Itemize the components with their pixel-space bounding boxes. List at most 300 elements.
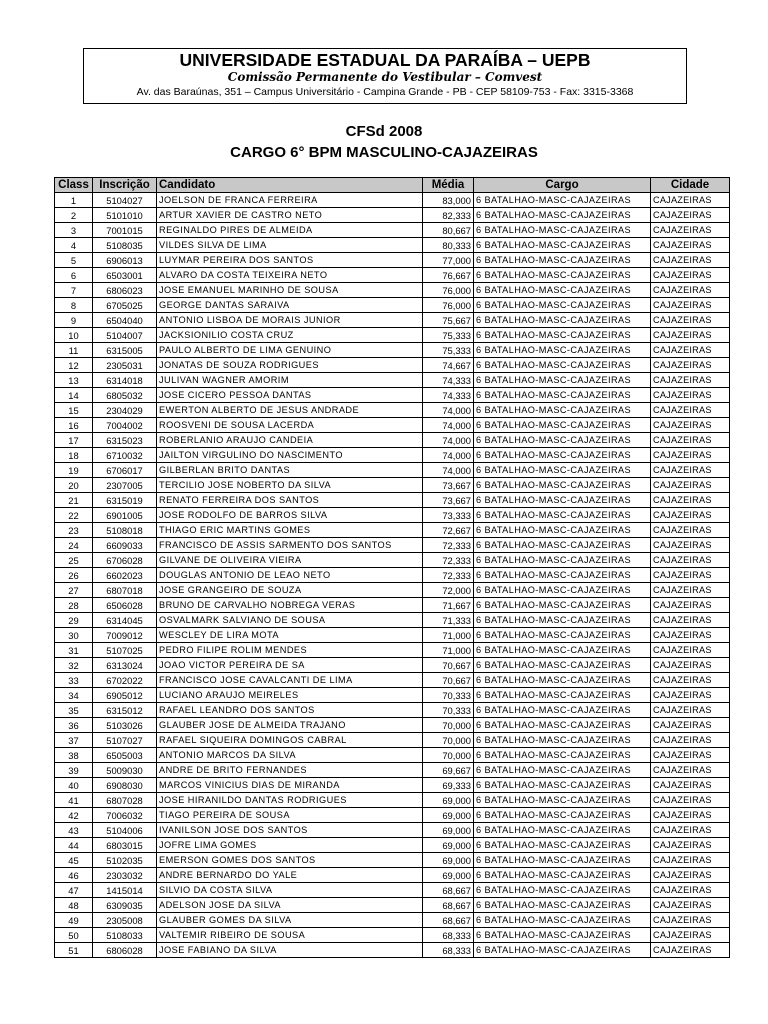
cell-media: 70,667 <box>423 673 474 688</box>
cell-inscricao: 6807028 <box>93 793 157 808</box>
cell-inscricao: 7004002 <box>93 418 157 433</box>
cell-cargo: 6 BATALHAO-MASC-CAJAZEIRAS <box>474 658 651 673</box>
cell-inscricao: 6806028 <box>93 943 157 958</box>
cell-cargo: 6 BATALHAO-MASC-CAJAZEIRAS <box>474 433 651 448</box>
cell-media: 74,000 <box>423 448 474 463</box>
cell-class: 35 <box>55 703 93 718</box>
table-row <box>55 223 730 238</box>
cell-cargo: 6 BATALHAO-MASC-CAJAZEIRAS <box>474 568 651 583</box>
cell-cargo: 6 BATALHAO-MASC-CAJAZEIRAS <box>474 913 651 928</box>
cell-media: 74,000 <box>423 418 474 433</box>
cell-cargo: 6 BATALHAO-MASC-CAJAZEIRAS <box>474 613 651 628</box>
cell-class: 2 <box>55 208 93 223</box>
table-row <box>55 343 730 358</box>
cell-cidade: CAJAZEIRAS <box>651 553 730 568</box>
cell-candidato: JOFRE LIMA GOMES <box>157 838 423 853</box>
cell-candidato: SILVIO DA COSTA SILVA <box>157 883 423 898</box>
cell-class: 3 <box>55 223 93 238</box>
commission-name: Comissão Permanente do Vestibular – Comvest <box>227 70 543 84</box>
cell-media: 71,000 <box>423 628 474 643</box>
cell-cidade: CAJAZEIRAS <box>651 793 730 808</box>
cell-class: 15 <box>55 403 93 418</box>
cell-cidade: CAJAZEIRAS <box>651 673 730 688</box>
cell-class: 26 <box>55 568 93 583</box>
cell-media: 71,333 <box>423 613 474 628</box>
cell-candidato: TERCILIO JOSE NOBERTO DA SILVA <box>157 478 423 493</box>
cell-inscricao: 6609033 <box>93 538 157 553</box>
cell-class: 29 <box>55 613 93 628</box>
table-body <box>55 193 730 958</box>
cell-media: 75,667 <box>423 313 474 328</box>
cell-media: 74,333 <box>423 373 474 388</box>
cell-cidade: CAJAZEIRAS <box>651 313 730 328</box>
cell-inscricao: 6901005 <box>93 508 157 523</box>
cell-media: 69,000 <box>423 823 474 838</box>
cell-candidato: JOAO VICTOR PEREIRA DE SA <box>157 658 423 673</box>
table-row <box>55 763 730 778</box>
results-table <box>54 177 730 958</box>
cell-inscricao: 6706028 <box>93 553 157 568</box>
table-row <box>55 553 730 568</box>
table-row <box>55 388 730 403</box>
cell-media: 70,333 <box>423 703 474 718</box>
cell-cargo: 6 BATALHAO-MASC-CAJAZEIRAS <box>474 703 651 718</box>
cell-candidato: RAFAEL LEANDRO DOS SANTOS <box>157 703 423 718</box>
cell-inscricao: 6905012 <box>93 688 157 703</box>
cell-cidade: CAJAZEIRAS <box>651 433 730 448</box>
table-row <box>55 613 730 628</box>
cell-media: 70,000 <box>423 718 474 733</box>
cell-cidade: CAJAZEIRAS <box>651 568 730 583</box>
cell-candidato: JOSE HIRANILDO DANTAS RODRIGUES <box>157 793 423 808</box>
cell-inscricao: 5108018 <box>93 523 157 538</box>
cell-media: 73,667 <box>423 478 474 493</box>
cell-inscricao: 7001015 <box>93 223 157 238</box>
cell-cidade: CAJAZEIRAS <box>651 538 730 553</box>
cell-cidade: CAJAZEIRAS <box>651 493 730 508</box>
cell-cidade: CAJAZEIRAS <box>651 718 730 733</box>
cell-candidato: JONATAS DE SOUZA RODRIGUES <box>157 358 423 373</box>
cell-cidade: CAJAZEIRAS <box>651 388 730 403</box>
table-row <box>55 538 730 553</box>
cell-candidato: JAILTON VIRGULINO DO NASCIMENTO <box>157 448 423 463</box>
cell-inscricao: 5107025 <box>93 643 157 658</box>
cell-inscricao: 6702022 <box>93 673 157 688</box>
cell-media: 73,333 <box>423 508 474 523</box>
cell-cargo: 6 BATALHAO-MASC-CAJAZEIRAS <box>474 793 651 808</box>
cell-media: 68,667 <box>423 898 474 913</box>
cell-class: 34 <box>55 688 93 703</box>
table-row <box>55 733 730 748</box>
cell-inscricao: 2305031 <box>93 358 157 373</box>
cell-cidade: CAJAZEIRAS <box>651 253 730 268</box>
cell-media: 69,000 <box>423 793 474 808</box>
cell-candidato: GILVANE DE OLIVEIRA VIEIRA <box>157 553 423 568</box>
cell-inscricao: 5107027 <box>93 733 157 748</box>
cell-cargo: 6 BATALHAO-MASC-CAJAZEIRAS <box>474 853 651 868</box>
cell-media: 69,000 <box>423 808 474 823</box>
cell-candidato: REGINALDO PIRES DE ALMEIDA <box>157 223 423 238</box>
cell-cargo: 6 BATALHAO-MASC-CAJAZEIRAS <box>474 403 651 418</box>
cell-candidato: GILBERLAN BRITO DANTAS <box>157 463 423 478</box>
cell-cidade: CAJAZEIRAS <box>651 523 730 538</box>
cell-class: 19 <box>55 463 93 478</box>
cell-class: 9 <box>55 313 93 328</box>
cell-cidade: CAJAZEIRAS <box>651 208 730 223</box>
table-row <box>55 883 730 898</box>
cell-cargo: 6 BATALHAO-MASC-CAJAZEIRAS <box>474 283 651 298</box>
cell-inscricao: 6309035 <box>93 898 157 913</box>
table-row <box>55 373 730 388</box>
cell-class: 27 <box>55 583 93 598</box>
cell-class: 23 <box>55 523 93 538</box>
cell-cidade: CAJAZEIRAS <box>651 508 730 523</box>
cell-inscricao: 2307005 <box>93 478 157 493</box>
cell-inscricao: 6315023 <box>93 433 157 448</box>
cell-cargo: 6 BATALHAO-MASC-CAJAZEIRAS <box>474 193 651 208</box>
cell-inscricao: 6315005 <box>93 343 157 358</box>
cell-cidade: CAJAZEIRAS <box>651 268 730 283</box>
table-row <box>55 628 730 643</box>
cell-inscricao: 6504040 <box>93 313 157 328</box>
table-row <box>55 598 730 613</box>
cell-inscricao: 6503001 <box>93 268 157 283</box>
table-row <box>55 238 730 253</box>
cell-inscricao: 6807018 <box>93 583 157 598</box>
cell-media: 70,000 <box>423 733 474 748</box>
cell-media: 75,333 <box>423 328 474 343</box>
cell-cidade: CAJAZEIRAS <box>651 928 730 943</box>
cell-candidato: BRUNO DE CARVALHO NOBREGA VERAS <box>157 598 423 613</box>
cell-media: 69,000 <box>423 838 474 853</box>
cell-cargo: 6 BATALHAO-MASC-CAJAZEIRAS <box>474 358 651 373</box>
cell-cidade: CAJAZEIRAS <box>651 343 730 358</box>
cell-media: 74,667 <box>423 358 474 373</box>
cell-candidato: ANTONIO LISBOA DE MORAIS JUNIOR <box>157 313 423 328</box>
cell-candidato: ROOSVENI DE SOUSA LACERDA <box>157 418 423 433</box>
table-row <box>55 208 730 223</box>
cell-class: 11 <box>55 343 93 358</box>
cell-media: 83,000 <box>423 193 474 208</box>
table-row <box>55 283 730 298</box>
table-row <box>55 838 730 853</box>
cell-media: 76,000 <box>423 283 474 298</box>
cell-media: 80,667 <box>423 223 474 238</box>
cell-class: 4 <box>55 238 93 253</box>
table-row <box>55 688 730 703</box>
cell-cargo: 6 BATALHAO-MASC-CAJAZEIRAS <box>474 373 651 388</box>
cell-media: 74,000 <box>423 463 474 478</box>
cell-inscricao: 6602023 <box>93 568 157 583</box>
cell-cidade: CAJAZEIRAS <box>651 643 730 658</box>
cell-inscricao: 6315012 <box>93 703 157 718</box>
cell-candidato: MARCOS VINICIUS DIAS DE MIRANDA <box>157 778 423 793</box>
cell-cidade: CAJAZEIRAS <box>651 583 730 598</box>
cell-inscricao: 5104006 <box>93 823 157 838</box>
cell-candidato: GEORGE DANTAS SARAIVA <box>157 298 423 313</box>
cell-candidato: WESCLEY DE LIRA MOTA <box>157 628 423 643</box>
cell-candidato: DOUGLAS ANTONIO DE LEAO NETO <box>157 568 423 583</box>
cell-class: 44 <box>55 838 93 853</box>
cell-candidato: FRANCISCO JOSE CAVALCANTI DE LIMA <box>157 673 423 688</box>
position-title: CARGO 6° BPM MASCULINO-CAJAZEIRAS <box>230 144 538 161</box>
cell-inscricao: 6803015 <box>93 838 157 853</box>
cell-media: 69,000 <box>423 853 474 868</box>
cell-candidato: THIAGO ERIC MARTINS GOMES <box>157 523 423 538</box>
cell-candidato: JOSE CICERO PESSOA DANTAS <box>157 388 423 403</box>
cell-cidade: CAJAZEIRAS <box>651 463 730 478</box>
cell-cargo: 6 BATALHAO-MASC-CAJAZEIRAS <box>474 868 651 883</box>
cell-class: 31 <box>55 643 93 658</box>
cell-class: 33 <box>55 673 93 688</box>
cell-media: 69,333 <box>423 778 474 793</box>
cell-media: 72,667 <box>423 523 474 538</box>
cell-candidato: JACKSIONILIO COSTA CRUZ <box>157 328 423 343</box>
cell-cargo: 6 BATALHAO-MASC-CAJAZEIRAS <box>474 733 651 748</box>
cell-inscricao: 6506028 <box>93 598 157 613</box>
cell-candidato: OSVALMARK SALVIANO DE SOUSA <box>157 613 423 628</box>
cell-candidato: PAULO ALBERTO DE LIMA GENUINO <box>157 343 423 358</box>
table-row <box>55 493 730 508</box>
cell-inscricao: 5104027 <box>93 193 157 208</box>
cell-class: 14 <box>55 388 93 403</box>
cell-class: 21 <box>55 493 93 508</box>
cell-inscricao: 6906013 <box>93 253 157 268</box>
table-row <box>55 268 730 283</box>
cell-cargo: 6 BATALHAO-MASC-CAJAZEIRAS <box>474 823 651 838</box>
cell-cidade: CAJAZEIRAS <box>651 283 730 298</box>
cell-class: 5 <box>55 253 93 268</box>
cell-cidade: CAJAZEIRAS <box>651 733 730 748</box>
cell-cidade: CAJAZEIRAS <box>651 838 730 853</box>
cell-media: 74,000 <box>423 433 474 448</box>
table-row <box>55 193 730 208</box>
table-row <box>55 478 730 493</box>
cell-candidato: JOSE RODOLFO DE BARROS SILVA <box>157 508 423 523</box>
cell-cidade: CAJAZEIRAS <box>651 763 730 778</box>
cell-candidato: EWERTON ALBERTO DE JESUS ANDRADE <box>157 403 423 418</box>
cell-cargo: 6 BATALHAO-MASC-CAJAZEIRAS <box>474 388 651 403</box>
cell-class: 24 <box>55 538 93 553</box>
cell-media: 68,333 <box>423 928 474 943</box>
cell-candidato: RAFAEL SIQUEIRA DOMINGOS CABRAL <box>157 733 423 748</box>
cell-cargo: 6 BATALHAO-MASC-CAJAZEIRAS <box>474 268 651 283</box>
cell-cidade: CAJAZEIRAS <box>651 238 730 253</box>
cell-cargo: 6 BATALHAO-MASC-CAJAZEIRAS <box>474 673 651 688</box>
cell-candidato: FRANCISCO DE ASSIS SARMENTO DOS SANTOS <box>157 538 423 553</box>
table-row <box>55 313 730 328</box>
cell-media: 68,667 <box>423 883 474 898</box>
cell-cidade: CAJAZEIRAS <box>651 748 730 763</box>
cell-inscricao: 6706017 <box>93 463 157 478</box>
table-row <box>55 793 730 808</box>
cell-inscricao: 5009030 <box>93 763 157 778</box>
cell-inscricao: 6805032 <box>93 388 157 403</box>
cell-class: 43 <box>55 823 93 838</box>
cell-class: 16 <box>55 418 93 433</box>
cell-inscricao: 6314045 <box>93 613 157 628</box>
cell-candidato: ROBERLANIO ARAUJO CANDEIA <box>157 433 423 448</box>
cell-media: 73,667 <box>423 493 474 508</box>
table-row <box>55 643 730 658</box>
cell-cargo: 6 BATALHAO-MASC-CAJAZEIRAS <box>474 748 651 763</box>
cell-cargo: 6 BATALHAO-MASC-CAJAZEIRAS <box>474 298 651 313</box>
table-row <box>55 853 730 868</box>
cell-media: 70,667 <box>423 658 474 673</box>
cell-inscricao: 5102035 <box>93 853 157 868</box>
table-row <box>55 898 730 913</box>
cell-class: 38 <box>55 748 93 763</box>
exam-title: CFSd 2008 <box>345 123 423 140</box>
cell-candidato: PEDRO FILIPE ROLIM MENDES <box>157 643 423 658</box>
cell-class: 17 <box>55 433 93 448</box>
cell-class: 8 <box>55 298 93 313</box>
cell-cargo: 6 BATALHAO-MASC-CAJAZEIRAS <box>474 598 651 613</box>
cell-class: 25 <box>55 553 93 568</box>
table-row <box>55 298 730 313</box>
cell-cargo: 6 BATALHAO-MASC-CAJAZEIRAS <box>474 943 651 958</box>
cell-class: 49 <box>55 913 93 928</box>
cell-cargo: 6 BATALHAO-MASC-CAJAZEIRAS <box>474 493 651 508</box>
cell-cargo: 6 BATALHAO-MASC-CAJAZEIRAS <box>474 718 651 733</box>
cell-cidade: CAJAZEIRAS <box>651 688 730 703</box>
cell-cidade: CAJAZEIRAS <box>651 943 730 958</box>
cell-media: 69,667 <box>423 763 474 778</box>
cell-cargo: 6 BATALHAO-MASC-CAJAZEIRAS <box>474 538 651 553</box>
cell-media: 72,000 <box>423 583 474 598</box>
cell-cidade: CAJAZEIRAS <box>651 358 730 373</box>
cell-cidade: CAJAZEIRAS <box>651 598 730 613</box>
cell-cidade: CAJAZEIRAS <box>651 328 730 343</box>
header-cargo: Cargo <box>474 178 651 193</box>
table-row <box>55 658 730 673</box>
cell-media: 76,000 <box>423 298 474 313</box>
cell-cargo: 6 BATALHAO-MASC-CAJAZEIRAS <box>474 253 651 268</box>
table-row <box>55 328 730 343</box>
cell-candidato: JOSE GRANGEIRO DE SOUZA <box>157 583 423 598</box>
table-row <box>55 868 730 883</box>
cell-cargo: 6 BATALHAO-MASC-CAJAZEIRAS <box>474 688 651 703</box>
cell-media: 72,333 <box>423 568 474 583</box>
header-class: Class <box>55 178 93 193</box>
cell-cidade: CAJAZEIRAS <box>651 373 730 388</box>
cell-cidade: CAJAZEIRAS <box>651 403 730 418</box>
cell-candidato: ANDRE DE BRITO FERNANDES <box>157 763 423 778</box>
cell-candidato: VALTEMIR RIBEIRO DE SOUSA <box>157 928 423 943</box>
table-row <box>55 823 730 838</box>
cell-candidato: RENATO FERREIRA DOS SANTOS <box>157 493 423 508</box>
cell-class: 46 <box>55 868 93 883</box>
cell-class: 1 <box>55 193 93 208</box>
cell-candidato: ADELSON JOSE DA SILVA <box>157 898 423 913</box>
cell-cidade: CAJAZEIRAS <box>651 868 730 883</box>
cell-inscricao: 2304029 <box>93 403 157 418</box>
cell-media: 68,667 <box>423 913 474 928</box>
cell-cargo: 6 BATALHAO-MASC-CAJAZEIRAS <box>474 808 651 823</box>
cell-cidade: CAJAZEIRAS <box>651 658 730 673</box>
university-name: UNIVERSIDADE ESTADUAL DA PARAÍBA – UEPB <box>179 50 591 70</box>
cell-class: 12 <box>55 358 93 373</box>
cell-cargo: 6 BATALHAO-MASC-CAJAZEIRAS <box>474 898 651 913</box>
header-cidade: Cidade <box>651 178 730 193</box>
cell-cargo: 6 BATALHAO-MASC-CAJAZEIRAS <box>474 628 651 643</box>
cell-inscricao: 5108035 <box>93 238 157 253</box>
cell-candidato: JULIVAN WAGNER AMORIM <box>157 373 423 388</box>
cell-cidade: CAJAZEIRAS <box>651 898 730 913</box>
cell-class: 18 <box>55 448 93 463</box>
cell-inscricao: 5103026 <box>93 718 157 733</box>
cell-class: 50 <box>55 928 93 943</box>
cell-cidade: CAJAZEIRAS <box>651 823 730 838</box>
cell-cargo: 6 BATALHAO-MASC-CAJAZEIRAS <box>474 448 651 463</box>
cell-candidato: GLAUBER GOMES DA SILVA <box>157 913 423 928</box>
cell-media: 82,333 <box>423 208 474 223</box>
cell-class: 20 <box>55 478 93 493</box>
table-row <box>55 928 730 943</box>
table-row <box>55 718 730 733</box>
cell-cidade: CAJAZEIRAS <box>651 778 730 793</box>
cell-class: 42 <box>55 808 93 823</box>
cell-media: 75,333 <box>423 343 474 358</box>
cell-cargo: 6 BATALHAO-MASC-CAJAZEIRAS <box>474 838 651 853</box>
cell-class: 48 <box>55 898 93 913</box>
cell-cargo: 6 BATALHAO-MASC-CAJAZEIRAS <box>474 883 651 898</box>
cell-cidade: CAJAZEIRAS <box>651 703 730 718</box>
cell-candidato: ALVARO DA COSTA TEIXEIRA NETO <box>157 268 423 283</box>
table-row <box>55 433 730 448</box>
cell-candidato: TIAGO PEREIRA DE SOUSA <box>157 808 423 823</box>
table-row <box>55 463 730 478</box>
table-row <box>55 253 730 268</box>
cell-cargo: 6 BATALHAO-MASC-CAJAZEIRAS <box>474 928 651 943</box>
cell-cidade: CAJAZEIRAS <box>651 418 730 433</box>
cell-class: 22 <box>55 508 93 523</box>
cell-cargo: 6 BATALHAO-MASC-CAJAZEIRAS <box>474 478 651 493</box>
cell-inscricao: 6806023 <box>93 283 157 298</box>
table-row <box>55 748 730 763</box>
cell-candidato: LUCIANO ARAUJO MEIRELES <box>157 688 423 703</box>
cell-cargo: 6 BATALHAO-MASC-CAJAZEIRAS <box>474 328 651 343</box>
cell-candidato: EMERSON GOMES DOS SANTOS <box>157 853 423 868</box>
cell-cargo: 6 BATALHAO-MASC-CAJAZEIRAS <box>474 523 651 538</box>
cell-cidade: CAJAZEIRAS <box>651 628 730 643</box>
table-row <box>55 943 730 958</box>
cell-class: 36 <box>55 718 93 733</box>
address-line: Av. das Baraúnas, 351 – Campus Universitário - Campina Grande - PB - CEP 58109-753 - Fax: 3315-3368 <box>136 86 634 98</box>
cell-candidato: ARTUR XAVIER DE CASTRO NETO <box>157 208 423 223</box>
cell-media: 80,333 <box>423 238 474 253</box>
cell-cidade: CAJAZEIRAS <box>651 883 730 898</box>
cell-cargo: 6 BATALHAO-MASC-CAJAZEIRAS <box>474 763 651 778</box>
cell-cidade: CAJAZEIRAS <box>651 298 730 313</box>
header-candidato: Candidato <box>157 178 423 193</box>
cell-inscricao: 6315019 <box>93 493 157 508</box>
cell-candidato: GLAUBER JOSE DE ALMEIDA TRAJANO <box>157 718 423 733</box>
cell-candidato: JOSE EMANUEL MARINHO DE SOUSA <box>157 283 423 298</box>
cell-class: 37 <box>55 733 93 748</box>
cell-inscricao: 2303032 <box>93 868 157 883</box>
cell-media: 71,667 <box>423 598 474 613</box>
table-row <box>55 418 730 433</box>
table-row <box>55 523 730 538</box>
cell-class: 7 <box>55 283 93 298</box>
cell-cidade: CAJAZEIRAS <box>651 853 730 868</box>
cell-cargo: 6 BATALHAO-MASC-CAJAZEIRAS <box>474 343 651 358</box>
cell-candidato: JOELSON DE FRANCA FERREIRA <box>157 193 423 208</box>
cell-media: 74,000 <box>423 403 474 418</box>
cell-media: 76,667 <box>423 268 474 283</box>
cell-class: 51 <box>55 943 93 958</box>
